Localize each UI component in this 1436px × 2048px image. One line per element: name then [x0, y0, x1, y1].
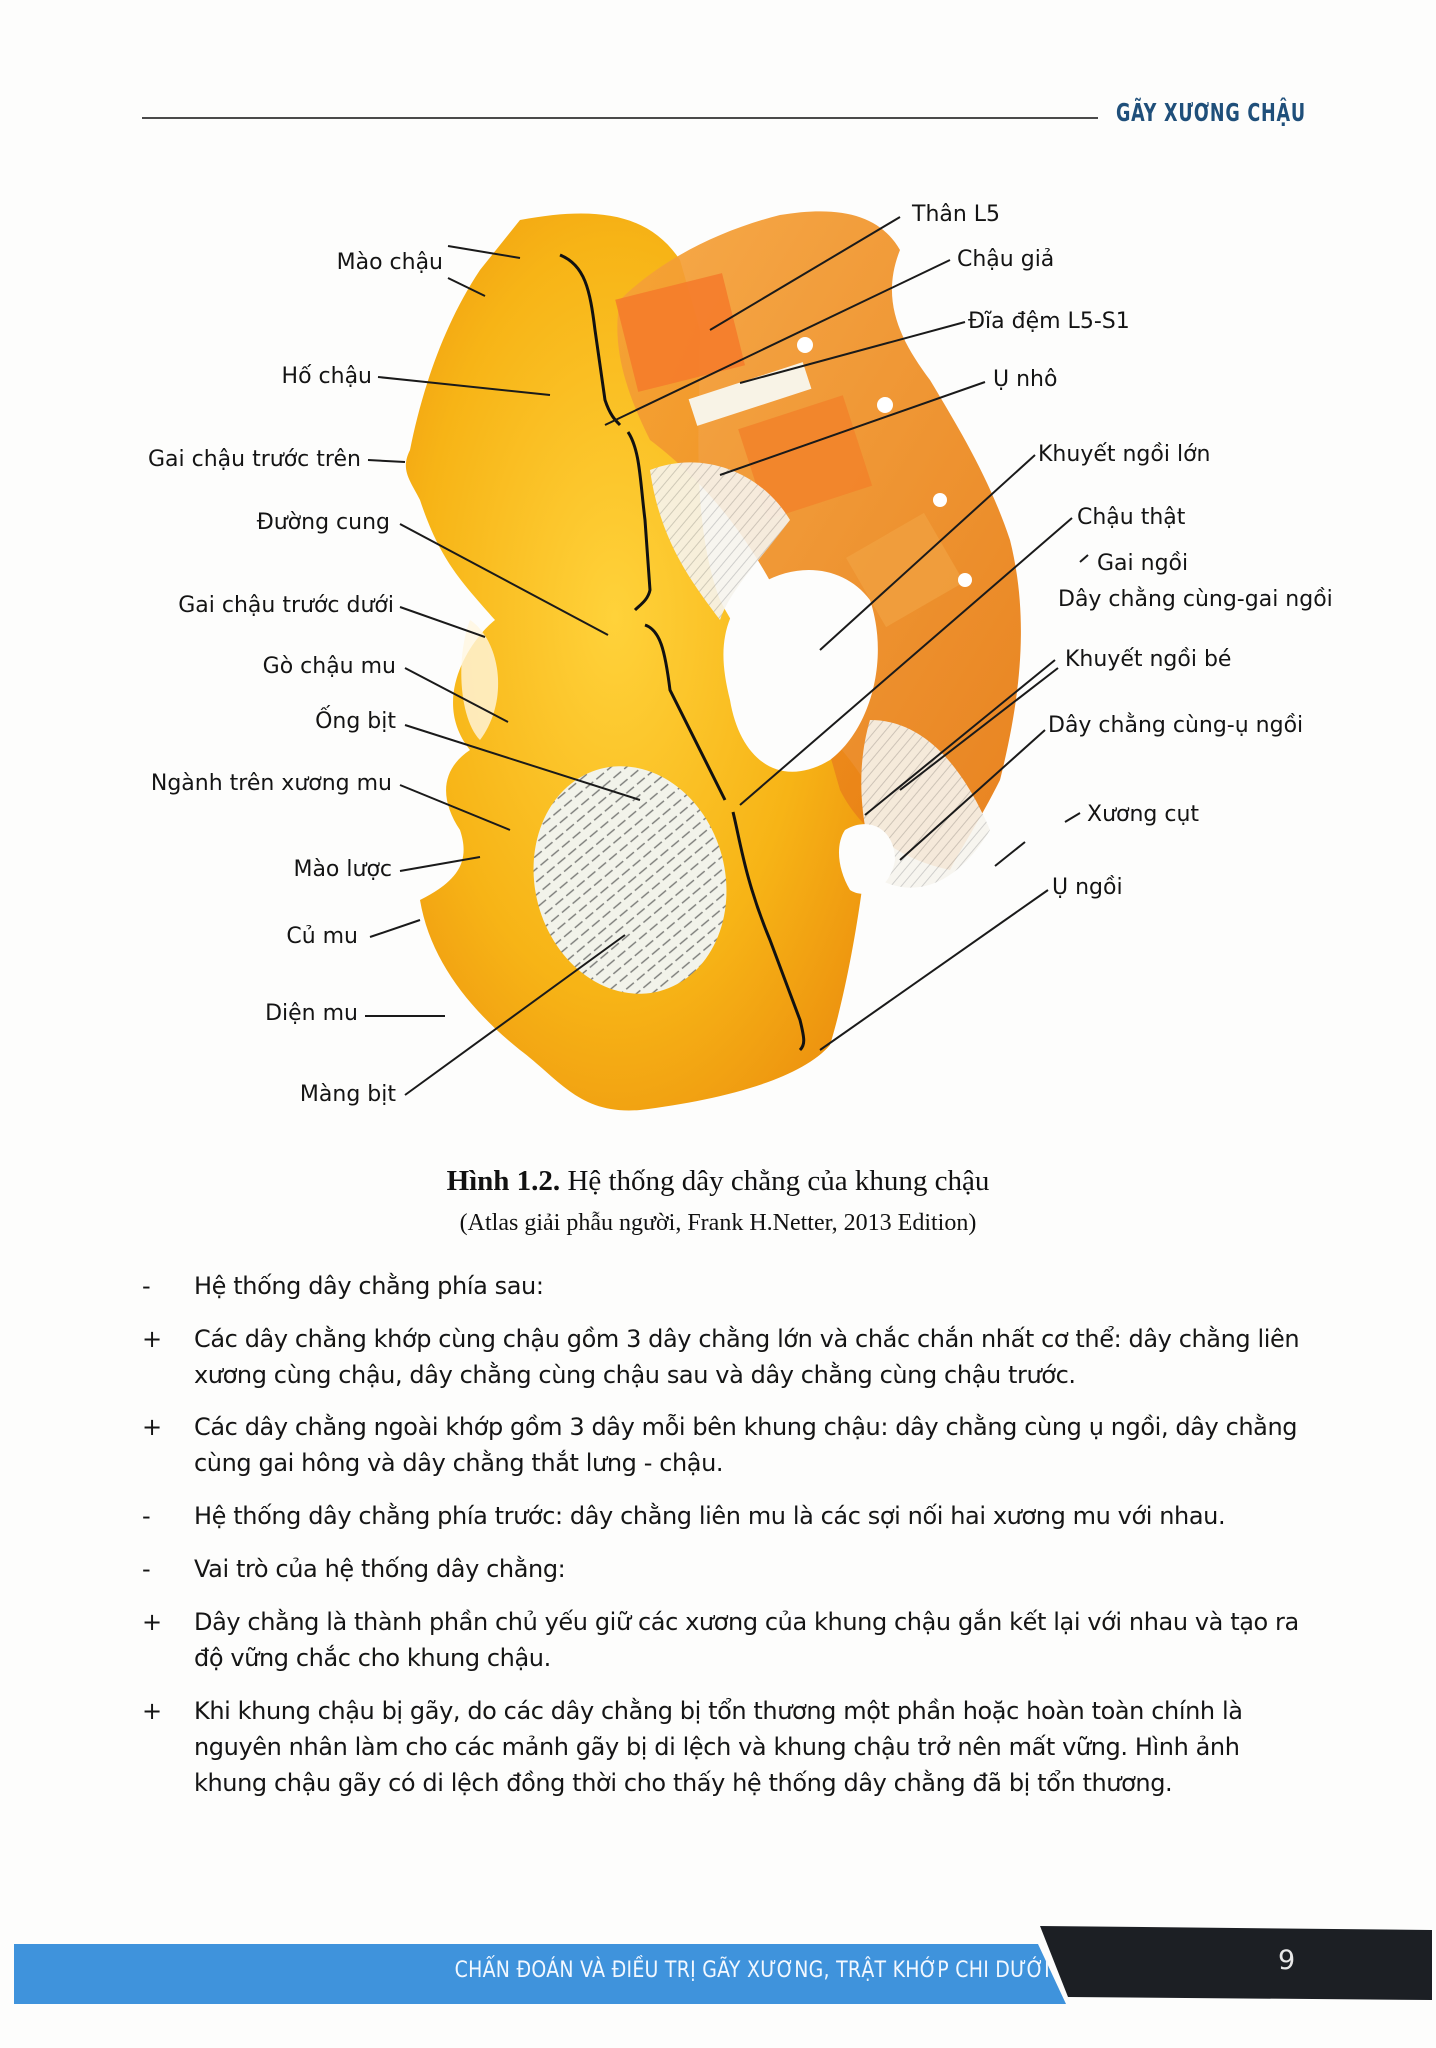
label-aiis: Gai chậu trước dưới: [178, 593, 394, 618]
running-title: GÃY XƯƠNG CHẬU: [1116, 98, 1306, 127]
label-true-pelvis: Chậu thật: [1077, 505, 1186, 530]
figure-caption: [0, 1165, 1436, 1198]
list-text: Khi khung chậu bị gãy, do các dây chằng bị tổn thương một phần hoặc hoàn toàn chính là nguyên nhân làm cho các mảnh gãy bị di lệch và khung chậu trở nên mất vững. Hình ảnh khung chậu gãy có di lệch đồng thời cho thấy hệ thống dây chằng đã bị tổn thương.: [194, 1697, 1243, 1797]
label-obturator-canal: Ống bịt: [315, 709, 396, 734]
label-pecten-pubis: Mào lược: [293, 857, 392, 882]
list-item: [142, 1604, 1302, 1676]
label-iliac-crest: Mào chậu: [336, 250, 443, 275]
label-superior-pubic-ramus: Ngành trên xương mu: [150, 771, 392, 796]
page-number: 9: [1278, 1945, 1296, 1976]
label-false-pelvis: Chậu giả: [957, 247, 1055, 272]
label-sacrotuberous-ligament: Dây chằng cùng-ụ ngồi: [1048, 713, 1304, 738]
label-asis: Gai chậu trước trên: [148, 447, 361, 472]
label-pubic-tubercle: Củ mu: [286, 924, 358, 949]
list-text: Vai trò của hệ thống dây chằng:: [194, 1555, 566, 1583]
list-text: Các dây chằng ngoài khớp gồm 3 dây mỗi bên khung chậu: dây chằng cùng ụ ngồi, dây chằng cùng gai hông và dây chằng thắt lưng - chậu.: [194, 1413, 1298, 1477]
list-marker: -: [142, 1555, 151, 1583]
label-sacrospinous-ligament: Dây chằng cùng-gai ngồi: [1058, 587, 1333, 612]
label-iliac-fossa: Hố chậu: [281, 364, 372, 389]
figure-title: Hệ thống dây chằng của khung chậu: [560, 1165, 990, 1197]
label-pubic-symphysis-surface: Diện mu: [265, 1001, 358, 1026]
list-marker: +: [142, 1608, 163, 1636]
list-item: [142, 1409, 1302, 1481]
label-l5-body: Thân L5: [912, 202, 1001, 227]
list-item: [142, 1321, 1302, 1393]
label-obturator-membrane: Màng bịt: [299, 1082, 396, 1107]
list-item: [142, 1693, 1302, 1801]
label-l5-s1-disc: Đĩa đệm L5-S1: [968, 309, 1130, 334]
figure-pelvis-ligaments: [0, 160, 1436, 1140]
list-item: [142, 1268, 1302, 1304]
label-iliopubic-eminence: Gò chậu mu: [262, 654, 396, 679]
list-text: Hệ thống dây chằng phía sau:: [194, 1272, 544, 1300]
book-title: CHẨN ĐOÁN VÀ ĐIỀU TRỊ GÃY XƯƠNG, TRẬT KHỚP CHI DƯỚI: [454, 1958, 1050, 1983]
label-greater-sciatic-notch: Khuyết ngồi lớn: [1038, 442, 1211, 467]
list-marker: +: [142, 1413, 163, 1441]
label-coccyx: Xương cụt: [1087, 802, 1200, 827]
list-text: Hệ thống dây chằng phía trước: dây chằng liên mu là các sợi nối hai xương mu với nhau.: [194, 1502, 1226, 1530]
list-marker: -: [142, 1502, 151, 1530]
label-arcuate-line: Đường cung: [256, 510, 390, 535]
header-rule: [142, 117, 1098, 119]
label-promontory: Ụ nhô: [993, 367, 1058, 392]
label-ischial-spine: Gai ngồi: [1097, 551, 1189, 576]
footer-band-dark: [1040, 1926, 1432, 2000]
list-item: [142, 1551, 1302, 1587]
label-lesser-sciatic-notch: Khuyết ngồi bé: [1065, 647, 1232, 672]
list-marker: +: [142, 1697, 163, 1725]
figure-number: Hình 1.2.: [446, 1165, 561, 1197]
label-ischial-tuberosity: Ụ ngồi: [1052, 875, 1123, 900]
list-text: Các dây chằng khớp cùng chậu gồm 3 dây chằng lớn và chắc chắn nhất cơ thể: dây chằng liên xương cùng chậu, dây chằng cùng chậu sau và dây chằng cùng chậu trước.: [194, 1325, 1300, 1389]
list-item: [142, 1498, 1302, 1534]
list-marker: -: [142, 1272, 151, 1300]
list-marker: +: [142, 1325, 163, 1353]
figure-source: (Atlas giải phẫu người, Frank H.Netter, 2013 Edition): [459, 1210, 977, 1236]
list-text: Dây chằng là thành phần chủ yếu giữ các xương của khung chậu gắn kết lại với nhau và tạo ra độ vững chắc cho khung chậu.: [194, 1608, 1299, 1672]
